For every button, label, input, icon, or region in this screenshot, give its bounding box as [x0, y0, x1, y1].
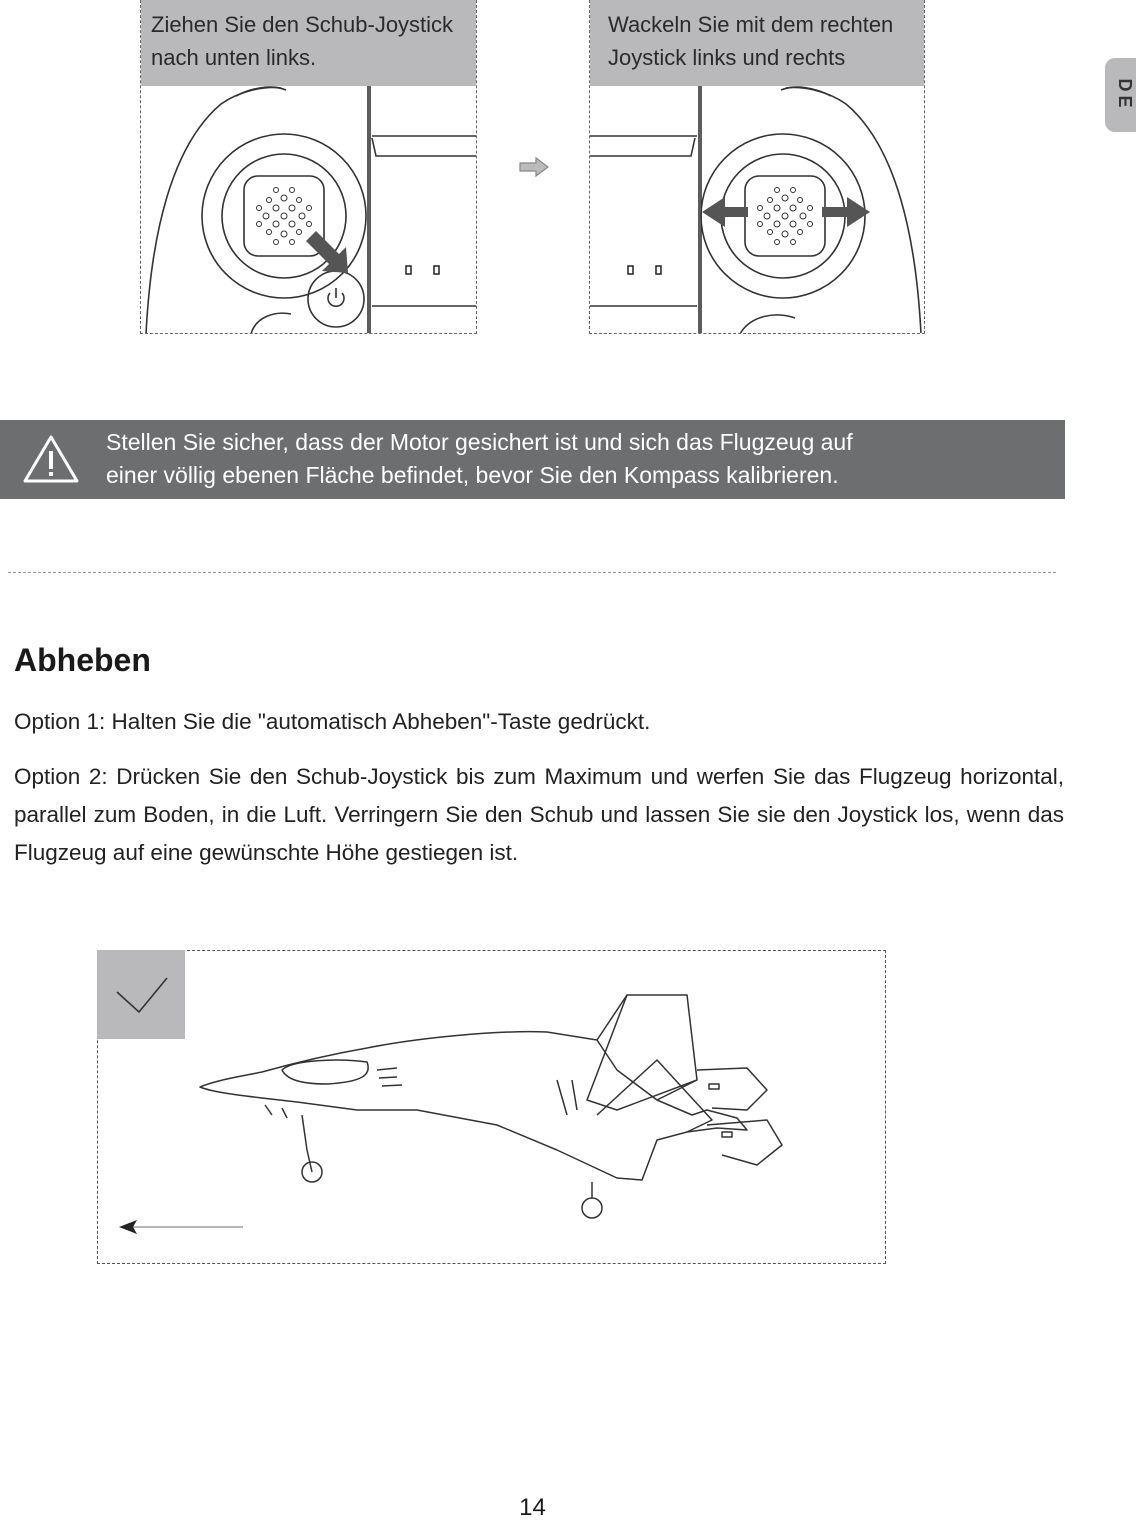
next-step-arrow-icon — [518, 155, 550, 179]
option-2-text: Option 2: Drücken Sie den Schub-Joystick bis zum Maximum und werfen Sie das Flugzeug horizontal, parallel zum Boden, in die Luft. Verringern Sie den Schub und lassen Sie sie den Joystick los, wenn das Flugzeug auf eine gewünschte Höhe gestiegen ist. — [14, 764, 1064, 865]
warning-text-line-2: einer völlig ebenen Fläche befindet, bevor Sie den Kompass kalibrieren. — [106, 462, 839, 488]
warning-banner — [0, 420, 1065, 499]
plane-drawing — [97, 950, 886, 1264]
warning-triangle-icon — [22, 434, 80, 484]
warning-text-line-1: Stellen Sie sicher, dass der Motor gesichert ist und sich das Flugzeug auf — [106, 429, 853, 455]
section-title: Abheben — [14, 642, 151, 678]
option-1-text: Option 1: Halten Sie die "automatisch Abheben"-Taste gedrückt. — [14, 709, 651, 734]
step-2-caption: Wackeln Sie mit dem rechten Joystick links und rechts — [590, 0, 924, 86]
language-tab-label: DE — [1115, 78, 1136, 112]
right-controller-drawing — [590, 86, 925, 334]
left-controller-drawing — [141, 86, 477, 334]
step-1-caption: Ziehen Sie den Schub-Joystick nach unten links. — [141, 0, 476, 86]
page-number: 14 — [519, 1494, 546, 1521]
step-2-illustration — [589, 0, 925, 334]
section-divider — [8, 572, 1056, 573]
language-tab — [1105, 58, 1136, 132]
step-1-illustration — [140, 0, 477, 334]
